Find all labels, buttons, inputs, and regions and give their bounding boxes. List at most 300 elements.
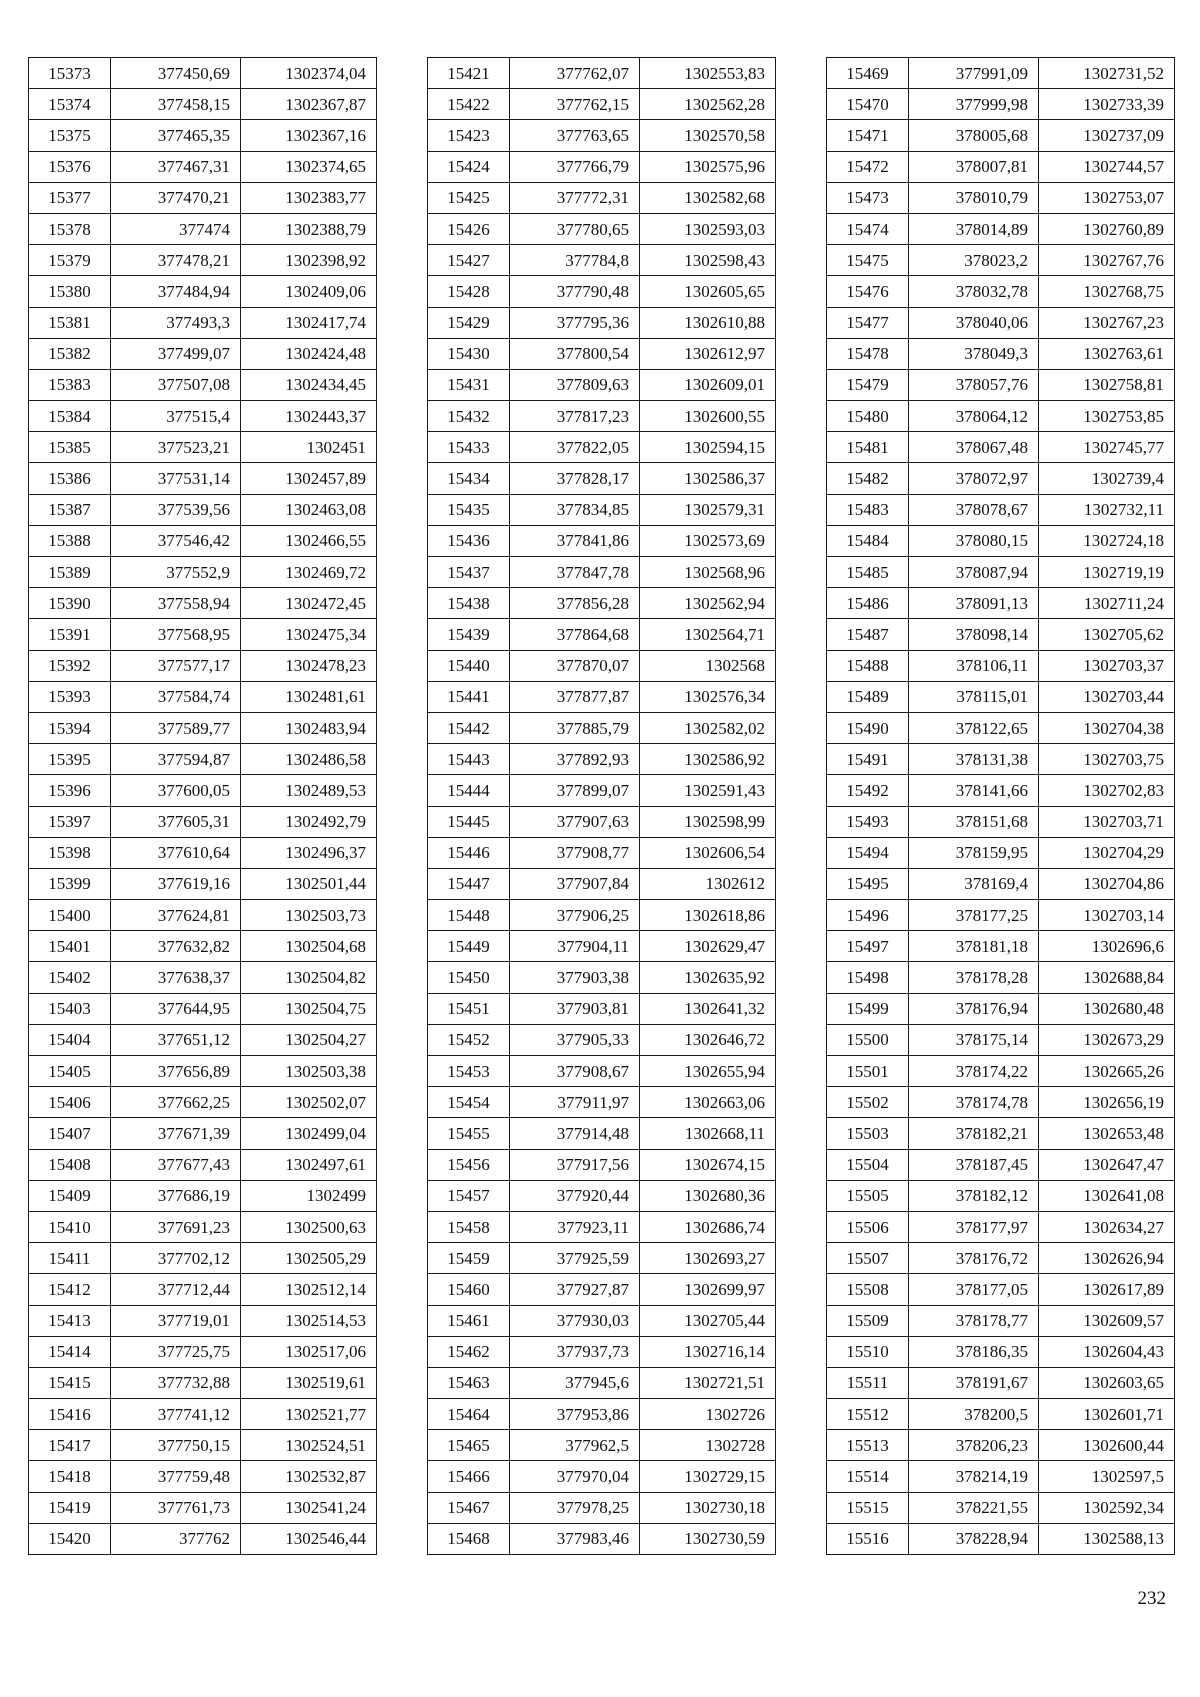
x-coordinate-cell: 378091,13 (909, 588, 1039, 619)
y-coordinate-cell: 1302730,59 (640, 1523, 776, 1554)
x-coordinate-cell: 377450,69 (111, 58, 241, 89)
x-coordinate-cell: 377920,44 (510, 1180, 640, 1211)
point-number-cell: 15384 (29, 401, 111, 432)
table-row (827, 1305, 1175, 1336)
y-coordinate-cell: 1302758,81 (1039, 369, 1175, 400)
coordinates-table-3 (826, 57, 1175, 1555)
point-number-cell: 15455 (428, 1118, 510, 1149)
y-coordinate-cell: 1302703,14 (1039, 900, 1175, 931)
table-row (827, 1118, 1175, 1149)
x-coordinate-cell: 377507,08 (111, 369, 241, 400)
x-coordinate-cell: 377907,63 (510, 806, 640, 837)
table-row (428, 1274, 776, 1305)
point-number-cell: 15502 (827, 1087, 909, 1118)
table-row (827, 712, 1175, 743)
point-number-cell: 15492 (827, 775, 909, 806)
point-number-cell: 15456 (428, 1149, 510, 1180)
x-coordinate-cell: 377523,21 (111, 432, 241, 463)
x-coordinate-cell: 378200,5 (909, 1399, 1039, 1430)
x-coordinate-cell: 377619,16 (111, 868, 241, 899)
y-coordinate-cell: 1302463,08 (241, 494, 377, 525)
x-coordinate-cell: 377809,63 (510, 369, 640, 400)
point-number-cell: 15472 (827, 151, 909, 182)
y-coordinate-cell: 1302374,04 (241, 58, 377, 89)
point-number-cell: 15481 (827, 432, 909, 463)
point-number-cell: 15414 (29, 1336, 111, 1367)
x-coordinate-cell: 377899,07 (510, 775, 640, 806)
y-coordinate-cell: 1302703,75 (1039, 744, 1175, 775)
table-row (827, 89, 1175, 120)
point-number-cell: 15405 (29, 1056, 111, 1087)
table-row (827, 931, 1175, 962)
table-row (428, 494, 776, 525)
point-number-cell: 15454 (428, 1087, 510, 1118)
x-coordinate-cell: 378182,12 (909, 1180, 1039, 1211)
point-number-cell: 15463 (428, 1367, 510, 1398)
y-coordinate-cell: 1302617,89 (1039, 1274, 1175, 1305)
x-coordinate-cell: 377624,81 (111, 900, 241, 931)
x-coordinate-cell: 377662,25 (111, 1087, 241, 1118)
x-coordinate-cell: 378177,05 (909, 1274, 1039, 1305)
point-number-cell: 15453 (428, 1056, 510, 1087)
x-coordinate-cell: 377610,64 (111, 837, 241, 868)
table-row (428, 1399, 776, 1430)
x-coordinate-cell: 377493,3 (111, 307, 241, 338)
y-coordinate-cell: 1302466,55 (241, 525, 377, 556)
point-number-cell: 15477 (827, 307, 909, 338)
table-row (827, 588, 1175, 619)
x-coordinate-cell: 377470,21 (111, 182, 241, 213)
y-coordinate-cell: 1302486,58 (241, 744, 377, 775)
point-number-cell: 15449 (428, 931, 510, 962)
point-number-cell: 15505 (827, 1180, 909, 1211)
x-coordinate-cell: 377999,98 (909, 89, 1039, 120)
point-number-cell: 15506 (827, 1211, 909, 1242)
point-number-cell: 15511 (827, 1367, 909, 1398)
x-coordinate-cell: 378010,79 (909, 182, 1039, 213)
y-coordinate-cell: 1302739,4 (1039, 463, 1175, 494)
y-coordinate-cell: 1302588,13 (1039, 1523, 1175, 1554)
table-row (827, 213, 1175, 244)
table-row (29, 494, 377, 525)
y-coordinate-cell: 1302703,37 (1039, 650, 1175, 681)
table-row (428, 463, 776, 494)
x-coordinate-cell: 377741,12 (111, 1399, 241, 1430)
point-number-cell: 15461 (428, 1305, 510, 1336)
point-number-cell: 15412 (29, 1274, 111, 1305)
table-row (428, 650, 776, 681)
point-number-cell: 15390 (29, 588, 111, 619)
table-row (428, 1024, 776, 1055)
table-row (827, 120, 1175, 151)
x-coordinate-cell: 377983,46 (510, 1523, 640, 1554)
y-coordinate-cell: 1302604,43 (1039, 1336, 1175, 1367)
x-coordinate-cell: 377499,07 (111, 338, 241, 369)
y-coordinate-cell: 1302483,94 (241, 712, 377, 743)
y-coordinate-cell: 1302451 (241, 432, 377, 463)
x-coordinate-cell: 377762,15 (510, 89, 640, 120)
x-coordinate-cell: 377546,42 (111, 525, 241, 556)
x-coordinate-cell: 377465,35 (111, 120, 241, 151)
y-coordinate-cell: 1302568 (640, 650, 776, 681)
y-coordinate-cell: 1302703,71 (1039, 806, 1175, 837)
table-row (29, 1180, 377, 1211)
table-row (428, 1118, 776, 1149)
point-number-cell: 15448 (428, 900, 510, 931)
y-coordinate-cell: 1302744,57 (1039, 151, 1175, 182)
y-coordinate-cell: 1302612 (640, 868, 776, 899)
point-number-cell: 15427 (428, 245, 510, 276)
point-number-cell: 15467 (428, 1492, 510, 1523)
coordinates-table-1 (28, 57, 377, 1555)
point-number-cell: 15440 (428, 650, 510, 681)
x-coordinate-cell: 378176,94 (909, 993, 1039, 1024)
y-coordinate-cell: 1302579,31 (640, 494, 776, 525)
y-coordinate-cell: 1302570,58 (640, 120, 776, 151)
y-coordinate-cell: 1302469,72 (241, 557, 377, 588)
table-row (827, 401, 1175, 432)
point-number-cell: 15464 (428, 1399, 510, 1430)
table-row (29, 837, 377, 868)
y-coordinate-cell: 1302705,62 (1039, 619, 1175, 650)
x-coordinate-cell: 377515,4 (111, 401, 241, 432)
y-coordinate-cell: 1302663,06 (640, 1087, 776, 1118)
point-number-cell: 15421 (428, 58, 510, 89)
table-row (827, 993, 1175, 1024)
x-coordinate-cell: 377911,97 (510, 1087, 640, 1118)
y-coordinate-cell: 1302618,86 (640, 900, 776, 931)
table-row (827, 1399, 1175, 1430)
y-coordinate-cell: 1302724,18 (1039, 525, 1175, 556)
point-number-cell: 15410 (29, 1211, 111, 1242)
y-coordinate-cell: 1302605,65 (640, 276, 776, 307)
x-coordinate-cell: 377651,12 (111, 1024, 241, 1055)
point-number-cell: 15376 (29, 151, 111, 182)
point-number-cell: 15437 (428, 557, 510, 588)
y-coordinate-cell: 1302504,82 (241, 962, 377, 993)
y-coordinate-cell: 1302575,96 (640, 151, 776, 182)
y-coordinate-cell: 1302646,72 (640, 1024, 776, 1055)
point-number-cell: 15380 (29, 276, 111, 307)
table-row (29, 1087, 377, 1118)
point-number-cell: 15400 (29, 900, 111, 931)
table-row (827, 557, 1175, 588)
table-row (827, 1211, 1175, 1242)
x-coordinate-cell: 377870,07 (510, 650, 640, 681)
x-coordinate-cell: 378049,3 (909, 338, 1039, 369)
y-coordinate-cell: 1302753,07 (1039, 182, 1175, 213)
point-number-cell: 15452 (428, 1024, 510, 1055)
y-coordinate-cell: 1302524,51 (241, 1430, 377, 1461)
point-number-cell: 15432 (428, 401, 510, 432)
point-number-cell: 15415 (29, 1367, 111, 1398)
point-number-cell: 15419 (29, 1492, 111, 1523)
table-row (827, 962, 1175, 993)
y-coordinate-cell: 1302610,88 (640, 307, 776, 338)
table-row (29, 619, 377, 650)
table-row (29, 1149, 377, 1180)
x-coordinate-cell: 377937,73 (510, 1336, 640, 1367)
point-number-cell: 15381 (29, 307, 111, 338)
x-coordinate-cell: 377552,9 (111, 557, 241, 588)
table-row (827, 1336, 1175, 1367)
table-row (428, 213, 776, 244)
point-number-cell: 15418 (29, 1461, 111, 1492)
point-number-cell: 15471 (827, 120, 909, 151)
x-coordinate-cell: 378214,19 (909, 1461, 1039, 1492)
x-coordinate-cell: 378228,94 (909, 1523, 1039, 1554)
y-coordinate-cell: 1302606,54 (640, 837, 776, 868)
y-coordinate-cell: 1302760,89 (1039, 213, 1175, 244)
table-row (29, 1211, 377, 1242)
y-coordinate-cell: 1302503,73 (241, 900, 377, 931)
x-coordinate-cell: 378186,35 (909, 1336, 1039, 1367)
table-row (827, 182, 1175, 213)
point-number-cell: 15426 (428, 213, 510, 244)
y-coordinate-cell: 1302594,15 (640, 432, 776, 463)
table-row (29, 245, 377, 276)
table-row (428, 1087, 776, 1118)
x-coordinate-cell: 378005,68 (909, 120, 1039, 151)
x-coordinate-cell: 377605,31 (111, 806, 241, 837)
point-number-cell: 15393 (29, 681, 111, 712)
x-coordinate-cell: 378078,67 (909, 494, 1039, 525)
point-number-cell: 15516 (827, 1523, 909, 1554)
point-number-cell: 15401 (29, 931, 111, 962)
table-row (428, 712, 776, 743)
y-coordinate-cell: 1302532,87 (241, 1461, 377, 1492)
table-row (29, 557, 377, 588)
point-number-cell: 15501 (827, 1056, 909, 1087)
y-coordinate-cell: 1302505,29 (241, 1243, 377, 1274)
point-number-cell: 15507 (827, 1243, 909, 1274)
x-coordinate-cell: 377584,74 (111, 681, 241, 712)
y-coordinate-cell: 1302564,71 (640, 619, 776, 650)
x-coordinate-cell: 377677,43 (111, 1149, 241, 1180)
table-row (827, 463, 1175, 494)
point-number-cell: 15374 (29, 89, 111, 120)
y-coordinate-cell: 1302696,6 (1039, 931, 1175, 962)
table-row (29, 1118, 377, 1149)
table-row (29, 868, 377, 899)
x-coordinate-cell: 377978,25 (510, 1492, 640, 1523)
table-row (29, 525, 377, 556)
y-coordinate-cell: 1302499 (241, 1180, 377, 1211)
table-row (428, 900, 776, 931)
x-coordinate-cell: 377671,39 (111, 1118, 241, 1149)
y-coordinate-cell: 1302745,77 (1039, 432, 1175, 463)
y-coordinate-cell: 1302500,63 (241, 1211, 377, 1242)
x-coordinate-cell: 377962,5 (510, 1430, 640, 1461)
point-number-cell: 15445 (428, 806, 510, 837)
coordinates-table-2 (427, 57, 776, 1555)
point-number-cell: 15389 (29, 557, 111, 588)
y-coordinate-cell: 1302680,36 (640, 1180, 776, 1211)
table-row (29, 307, 377, 338)
x-coordinate-cell: 378115,01 (909, 681, 1039, 712)
x-coordinate-cell: 377632,82 (111, 931, 241, 962)
y-coordinate-cell: 1302562,28 (640, 89, 776, 120)
y-coordinate-cell: 1302653,48 (1039, 1118, 1175, 1149)
y-coordinate-cell: 1302603,65 (1039, 1367, 1175, 1398)
y-coordinate-cell: 1302541,24 (241, 1492, 377, 1523)
x-coordinate-cell: 378159,95 (909, 837, 1039, 868)
table-row (827, 369, 1175, 400)
y-coordinate-cell: 1302586,92 (640, 744, 776, 775)
y-coordinate-cell: 1302568,96 (640, 557, 776, 588)
x-coordinate-cell: 377877,87 (510, 681, 640, 712)
x-coordinate-cell: 378151,68 (909, 806, 1039, 837)
y-coordinate-cell: 1302634,27 (1039, 1211, 1175, 1242)
point-number-cell: 15498 (827, 962, 909, 993)
point-number-cell: 15434 (428, 463, 510, 494)
x-coordinate-cell: 377577,17 (111, 650, 241, 681)
point-number-cell: 15514 (827, 1461, 909, 1492)
table-row (827, 494, 1175, 525)
table-row (29, 1367, 377, 1398)
point-number-cell: 15438 (428, 588, 510, 619)
y-coordinate-cell: 1302503,38 (241, 1056, 377, 1087)
point-number-cell: 15478 (827, 338, 909, 369)
y-coordinate-cell: 1302546,44 (241, 1523, 377, 1554)
y-coordinate-cell: 1302398,92 (241, 245, 377, 276)
table-row (29, 806, 377, 837)
y-coordinate-cell: 1302704,86 (1039, 868, 1175, 899)
table-row (29, 369, 377, 400)
table-row (428, 1305, 776, 1336)
x-coordinate-cell: 377953,86 (510, 1399, 640, 1430)
x-coordinate-cell: 377638,37 (111, 962, 241, 993)
point-number-cell: 15423 (428, 120, 510, 151)
table-row (827, 1367, 1175, 1398)
x-coordinate-cell: 378131,38 (909, 744, 1039, 775)
point-number-cell: 15428 (428, 276, 510, 307)
y-coordinate-cell: 1302704,29 (1039, 837, 1175, 868)
point-number-cell: 15473 (827, 182, 909, 213)
table-row (428, 619, 776, 650)
y-coordinate-cell: 1302492,79 (241, 806, 377, 837)
point-number-cell: 15495 (827, 868, 909, 899)
table-row (827, 806, 1175, 837)
y-coordinate-cell: 1302763,61 (1039, 338, 1175, 369)
x-coordinate-cell: 377907,84 (510, 868, 640, 899)
x-coordinate-cell: 377750,15 (111, 1430, 241, 1461)
x-coordinate-cell: 377531,14 (111, 463, 241, 494)
point-number-cell: 15457 (428, 1180, 510, 1211)
y-coordinate-cell: 1302674,15 (640, 1149, 776, 1180)
point-number-cell: 15486 (827, 588, 909, 619)
point-number-cell: 15504 (827, 1149, 909, 1180)
x-coordinate-cell: 377834,85 (510, 494, 640, 525)
x-coordinate-cell: 377725,75 (111, 1336, 241, 1367)
point-number-cell: 15494 (827, 837, 909, 868)
y-coordinate-cell: 1302504,68 (241, 931, 377, 962)
point-number-cell: 15443 (428, 744, 510, 775)
table-row (827, 1492, 1175, 1523)
point-number-cell: 15373 (29, 58, 111, 89)
table-row (428, 182, 776, 213)
table-row (428, 588, 776, 619)
x-coordinate-cell: 378072,97 (909, 463, 1039, 494)
y-coordinate-cell: 1302732,11 (1039, 494, 1175, 525)
x-coordinate-cell: 377790,48 (510, 276, 640, 307)
table-row (29, 962, 377, 993)
point-number-cell: 15383 (29, 369, 111, 400)
point-number-cell: 15378 (29, 213, 111, 244)
y-coordinate-cell: 1302478,23 (241, 650, 377, 681)
y-coordinate-cell: 1302502,07 (241, 1087, 377, 1118)
x-coordinate-cell: 377904,11 (510, 931, 640, 962)
x-coordinate-cell: 377795,36 (510, 307, 640, 338)
point-number-cell: 15489 (827, 681, 909, 712)
table-row (29, 1305, 377, 1336)
table-row (428, 931, 776, 962)
point-number-cell: 15382 (29, 338, 111, 369)
point-number-cell: 15468 (428, 1523, 510, 1554)
point-number-cell: 15491 (827, 744, 909, 775)
table-row (428, 120, 776, 151)
y-coordinate-cell: 1302383,77 (241, 182, 377, 213)
y-coordinate-cell: 1302680,48 (1039, 993, 1175, 1024)
table-row (827, 1087, 1175, 1118)
table-row (428, 744, 776, 775)
table-row (29, 276, 377, 307)
x-coordinate-cell: 378032,78 (909, 276, 1039, 307)
x-coordinate-cell: 378221,55 (909, 1492, 1039, 1523)
y-coordinate-cell: 1302704,38 (1039, 712, 1175, 743)
y-coordinate-cell: 1302601,71 (1039, 1399, 1175, 1430)
table-row (29, 1523, 377, 1554)
x-coordinate-cell: 378174,22 (909, 1056, 1039, 1087)
y-coordinate-cell: 1302367,16 (241, 120, 377, 151)
y-coordinate-cell: 1302767,23 (1039, 307, 1175, 338)
x-coordinate-cell: 377828,17 (510, 463, 640, 494)
point-number-cell: 15420 (29, 1523, 111, 1554)
y-coordinate-cell: 1302629,47 (640, 931, 776, 962)
y-coordinate-cell: 1302693,27 (640, 1243, 776, 1274)
y-coordinate-cell: 1302593,03 (640, 213, 776, 244)
point-number-cell: 15475 (827, 245, 909, 276)
x-coordinate-cell: 377991,09 (909, 58, 1039, 89)
table-row (827, 307, 1175, 338)
table-row (428, 307, 776, 338)
y-coordinate-cell: 1302517,06 (241, 1336, 377, 1367)
y-coordinate-cell: 1302641,08 (1039, 1180, 1175, 1211)
y-coordinate-cell: 1302374,65 (241, 151, 377, 182)
table-row (827, 151, 1175, 182)
y-coordinate-cell: 1302481,61 (241, 681, 377, 712)
table-row (29, 213, 377, 244)
x-coordinate-cell: 377917,56 (510, 1149, 640, 1180)
y-coordinate-cell: 1302434,45 (241, 369, 377, 400)
y-coordinate-cell: 1302582,68 (640, 182, 776, 213)
point-number-cell: 15392 (29, 650, 111, 681)
point-number-cell: 15403 (29, 993, 111, 1024)
point-number-cell: 15512 (827, 1399, 909, 1430)
y-coordinate-cell: 1302609,57 (1039, 1305, 1175, 1336)
y-coordinate-cell: 1302576,34 (640, 681, 776, 712)
table-row (428, 1461, 776, 1492)
point-number-cell: 15459 (428, 1243, 510, 1274)
x-coordinate-cell: 377763,65 (510, 120, 640, 151)
table-row (29, 744, 377, 775)
table-row (827, 1180, 1175, 1211)
table-row (428, 432, 776, 463)
y-coordinate-cell: 1302519,61 (241, 1367, 377, 1398)
table-row (827, 338, 1175, 369)
x-coordinate-cell: 377930,03 (510, 1305, 640, 1336)
y-coordinate-cell: 1302702,83 (1039, 775, 1175, 806)
